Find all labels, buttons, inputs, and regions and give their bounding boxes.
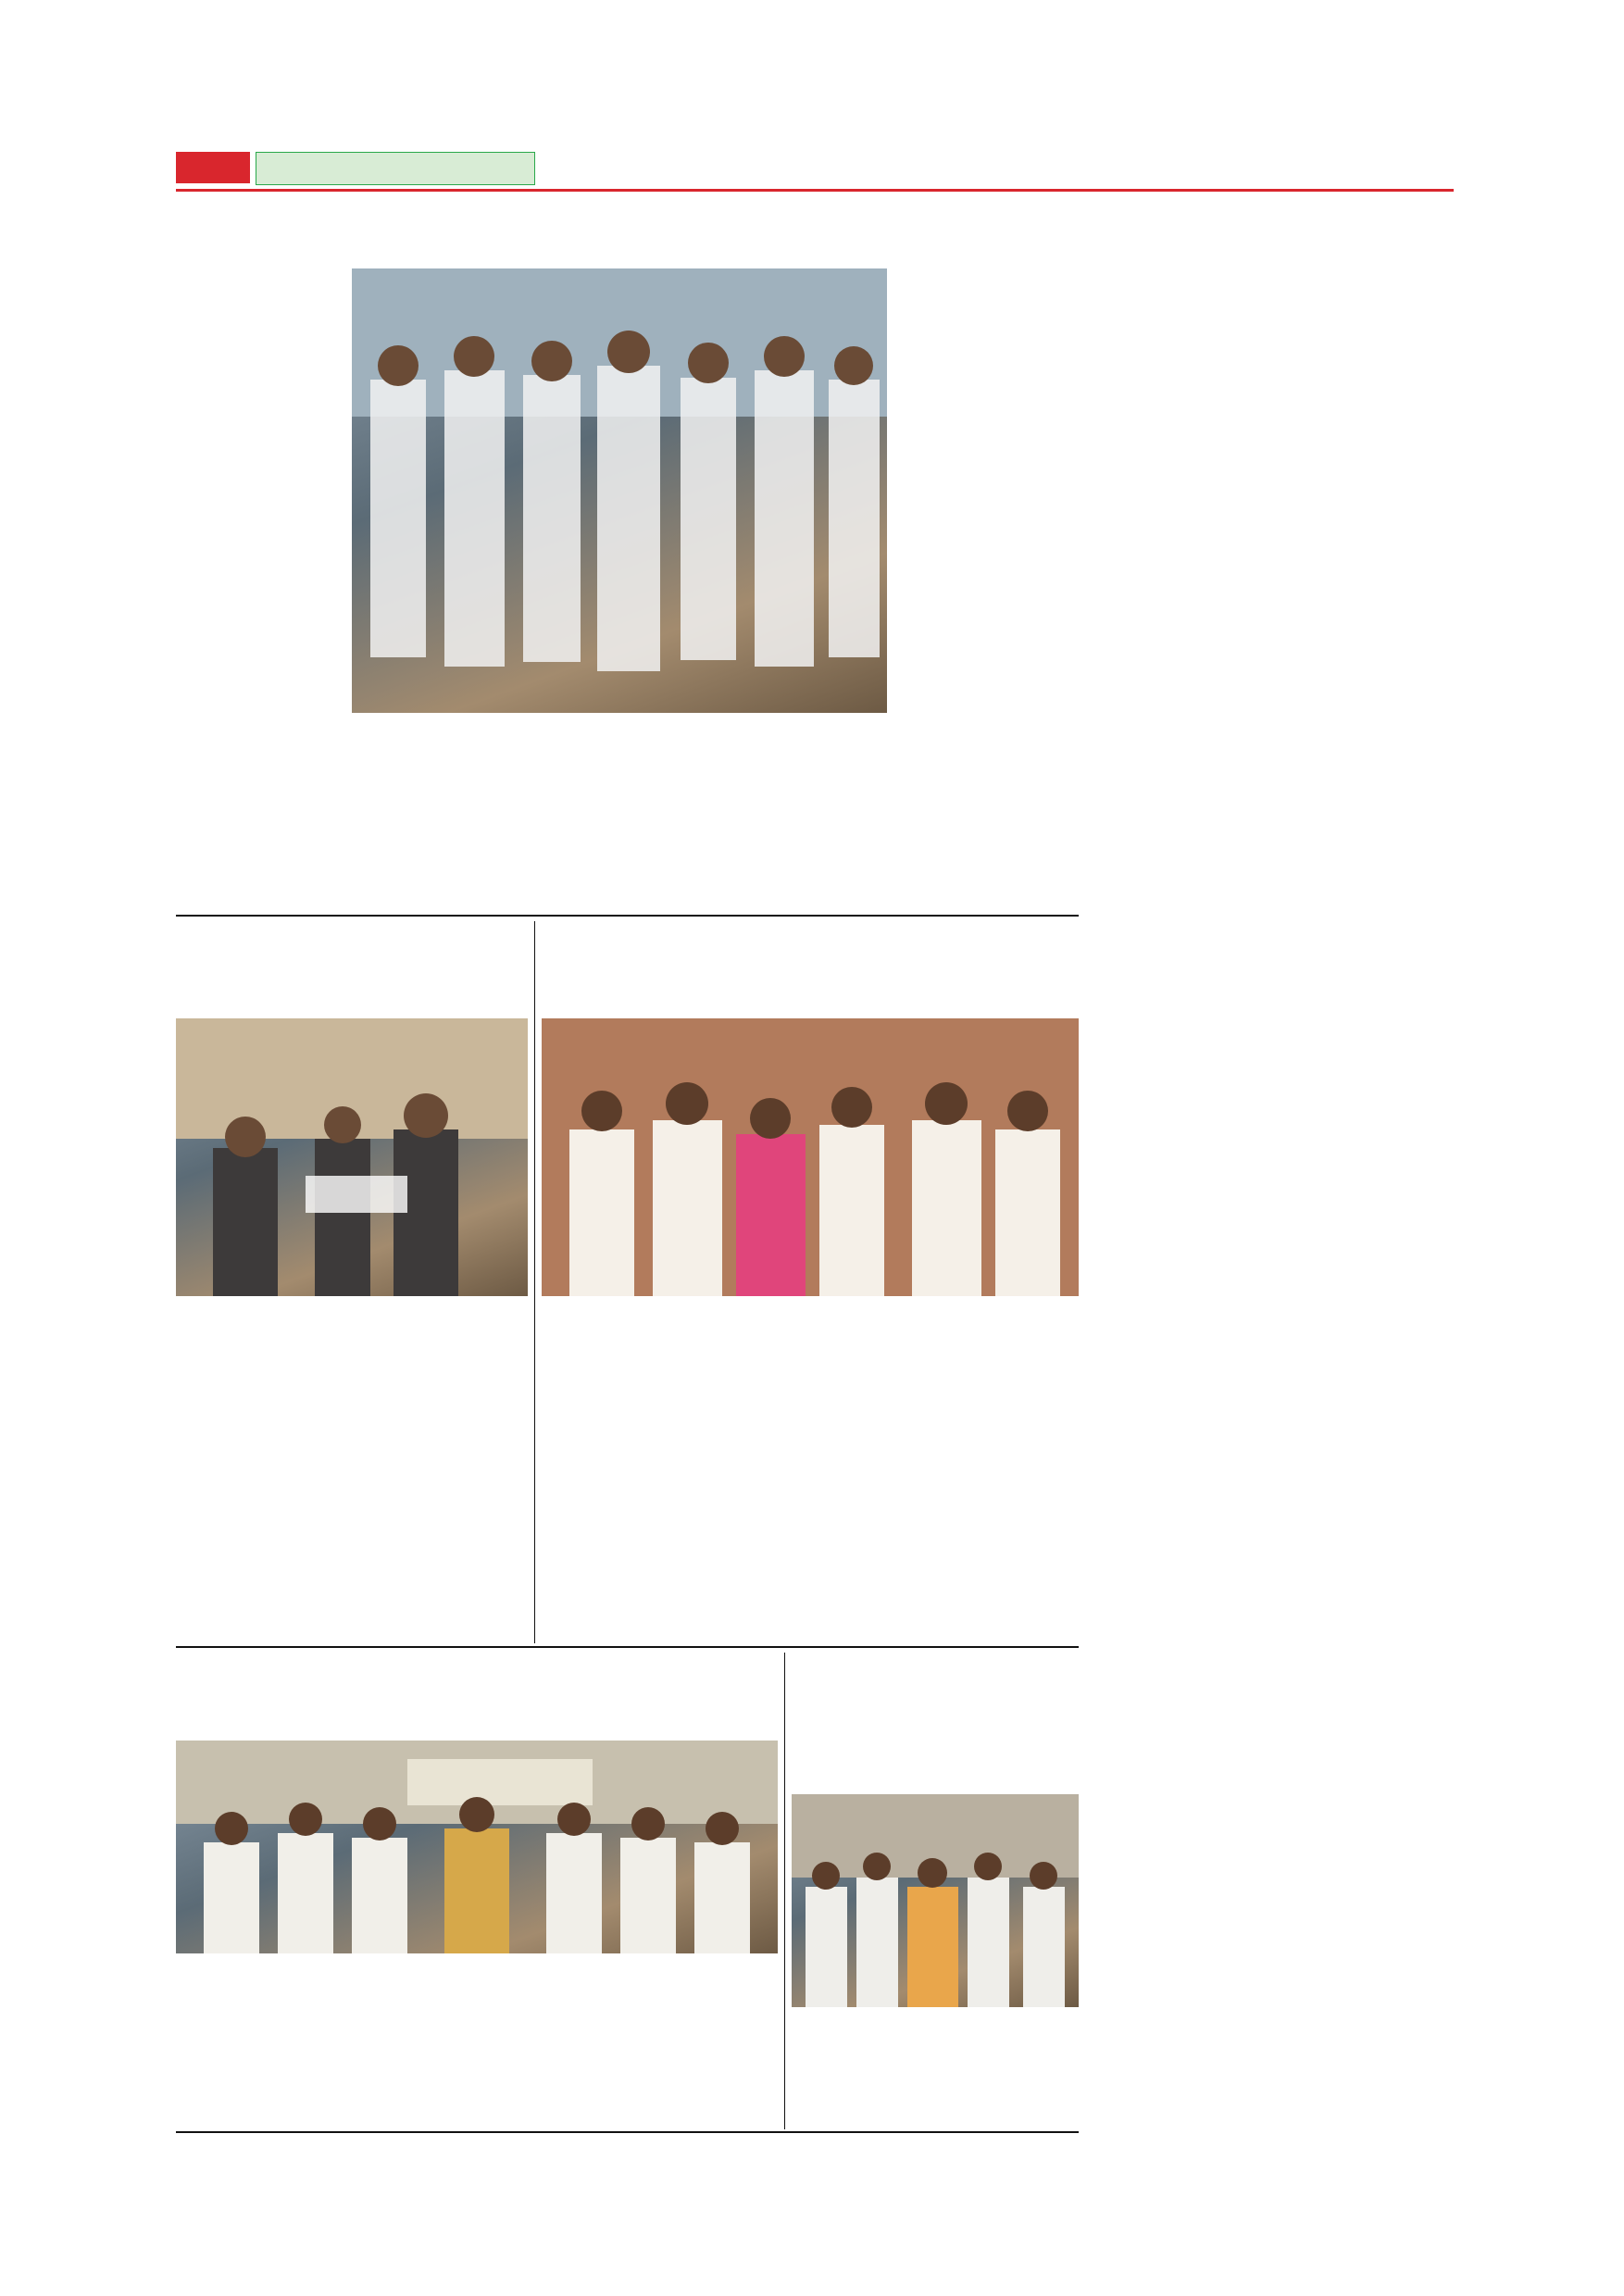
main-photo [352,268,887,713]
page-header [176,146,1454,189]
main-headline [176,196,1079,261]
rule-1 [176,915,1079,917]
rule-2 [176,1646,1079,1648]
school-event-photo-placeholder [176,1018,528,1296]
award-headline-1 [176,1653,778,1693]
award-photo [176,1741,778,1953]
temple-col1 [542,1338,716,1639]
temple-event-photo-placeholder [542,1018,1079,1296]
temple-photo [542,1018,1079,1296]
school-headline-1 [176,921,528,967]
rule-3 [176,2131,1079,2133]
school-headline-2 [176,967,528,1014]
school-col1 [176,1338,347,1639]
rule-v1 [534,921,535,1643]
school-photo-caption [176,1301,528,1334]
page-number-tag [176,152,250,183]
award-col1 [176,1959,370,2126]
main-below-photo-c [713,741,887,907]
main-below-photo-b [532,741,706,907]
award-headline-2 [176,1693,778,1734]
main-article-right-col [894,268,1075,907]
temple-headline-2 [542,967,1079,1014]
ragi-body [792,1678,1079,1790]
temple-headline-1 [542,921,1079,967]
felicitation-photo-placeholder [792,1794,1079,2007]
temple-photo-caption [542,1301,1079,1334]
rule-v2 [784,1653,785,2129]
ragi-photo-caption [792,2011,1079,2126]
main-article-col1 [176,268,341,907]
award-col2 [380,1959,574,2126]
ragi-headline [792,1653,1079,1677]
school-photo [176,1018,528,1296]
main-photo-caption [352,718,887,737]
section-label [256,152,535,185]
award-col3 [583,1959,778,2126]
ragi-photo [792,1794,1079,2007]
main-below-photo-a [352,741,526,907]
award-event-photo-placeholder [176,1741,778,1953]
temple-col2 [723,1338,897,1639]
temple-col3 [905,1338,1079,1639]
header-rule [176,189,1454,192]
group-photo-placeholder [352,268,887,713]
school-col2 [355,1338,528,1639]
